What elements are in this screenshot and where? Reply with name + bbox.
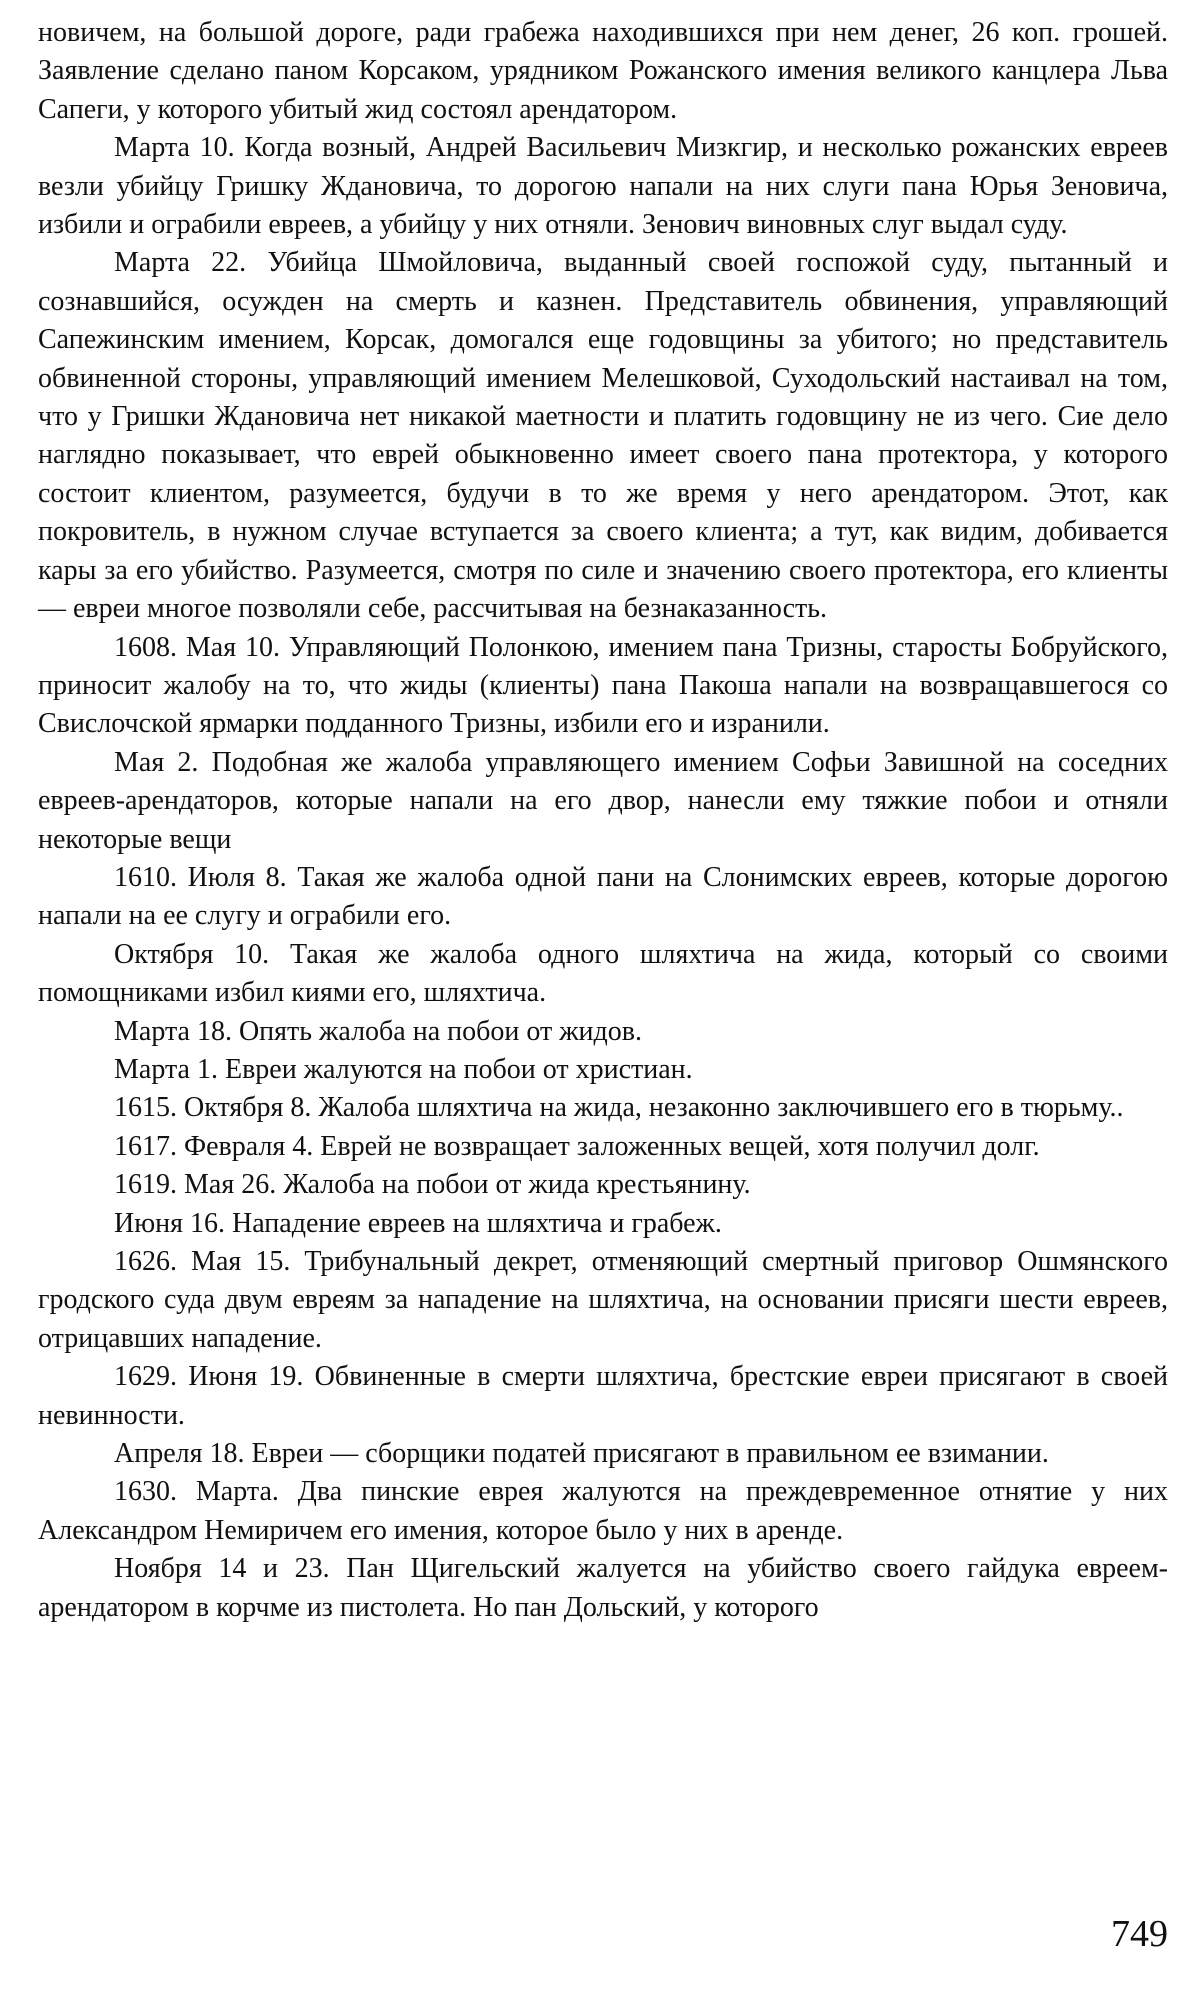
paragraph-16: Апреля 18. Евреи — сборщики податей присягают в правильном ее взимании. bbox=[114, 1438, 1049, 1470]
paragraph-3: Марта 22. Убийца Шмойловича, выданный своей госпожой суду, пытанный и сознавшийся, осужден на смерть и казнен. Представитель обвинения, управляющий Сапежинским имением, Корсак, домогался еще годовщины за убитого; но представитель обвиненной стороны, управляющий имением Мелешковой, Суходольский настаивал на том, что у Гришки Ждановича нет никакой маетности и платить годовщину не из чего. Сие дело наглядно показывает, что еврей обыкновенно имеет своего пана протектора, у которого состоит клиентом, разумеется, будучи в то же время у него арендатором. Этот, как покровитель, в нужном случае вступается за своего клиента; а тут, как видим, добивается кары за его убийство. Разумеется, смотря по силе и значению своего протектора, его клиенты — евреи многое позволяли себе, рассчитывая на безнаказанность. bbox=[38, 247, 1168, 625]
paragraph-15: 1629. Июня 19. Обвиненные в смерти шляхтича, брестские евреи присягают в своей невинности. bbox=[38, 1361, 1168, 1431]
paragraph-2: Марта 10. Когда возный, Андрей Васильевич Мизкгир, и несколько рожанских евреев везли убийцу Гришку Ждановича, то дорогою напали на них слуги пана Юрья Зеновича, избили и ограбили евреев, а убийцу у них отняли. Зенович виновных слуг выдал суду. bbox=[38, 132, 1168, 241]
page-number: 749 bbox=[1111, 1913, 1168, 1955]
paragraph-9: Марта 1. Евреи жалуются на побои от христиан. bbox=[114, 1053, 693, 1085]
paragraph-7: Октября 10. Такая же жалоба одного шляхтича на жида, который со своими помощниками избил киями его, шляхтича. bbox=[38, 938, 1168, 1009]
paragraph-11: 1617. Февраля 4. Еврей не возвращает заложенных вещей, хотя получил долг. bbox=[114, 1130, 1040, 1162]
paragraph-6: 1610. Июля 8. Такая же жалоба одной пани на Слонимских евреев, которые дорогою напали на ее слугу и ограбили его. bbox=[38, 861, 1168, 932]
paragraph-4: 1608. Мая 10. Управляющий Полонкою, имением пана Тризны, старосты Бобруйского, приносит жалобу на то, что жиды (клиенты) пана Пакоша напали на возвращавшегося со Свислочской ярмарки подданного Тризны, избили его и изранили. bbox=[38, 631, 1168, 740]
paragraph-18: Ноября 14 и 23. Пан Щигельский жалуется на убийство своего гайдука евреем-арендатором в корчме из пистолета. Но пан Дольский, у которого bbox=[38, 1553, 1168, 1623]
paragraph-5: Мая 2. Подобная же жалоба управляющего имением Софьи Завишной на соседних евреев-арендаторов, которые напали на его двор, нанесли ему тяжкие побои и отняли некоторые вещи bbox=[38, 746, 1168, 855]
paragraph-8: Марта 18. Опять жалоба на побои от жидов. bbox=[114, 1015, 643, 1047]
body-text bbox=[38, 14, 1168, 1627]
paragraph-13: Июня 16. Нападение евреев на шляхтича и грабеж. bbox=[114, 1207, 722, 1239]
paragraph-10: 1615. Октября 8. Жалоба шляхтича на жида, незаконно заключившего его в тюрьму.. bbox=[114, 1092, 1124, 1124]
paragraph-1: новичем, на большой дороге, ради грабежа находившихся при нем денег, 26 коп. грошей. Заявление сделано паном Корсаком, урядником Рожанского имения великого канцлера Льва Сапеги, у которого убитый жид состоял арендатором. bbox=[38, 17, 1168, 125]
paragraph-14: 1626. Мая 15. Трибунальный декрет, отменяющий смертный приговор Ошмянского гродского суда двум евреям за нападение на шляхтича, на основании присяги шести евреев, отрицавших нападение. bbox=[38, 1246, 1168, 1354]
paragraph-12: 1619. Мая 26. Жалоба на побои от жида крестьянину. bbox=[114, 1169, 751, 1201]
paragraph-17: 1630. Марта. Два пинские еврея жалуются на преждевременное отнятие у них Александром Немиричем его имения, которое было у них в аренде. bbox=[38, 1476, 1168, 1546]
